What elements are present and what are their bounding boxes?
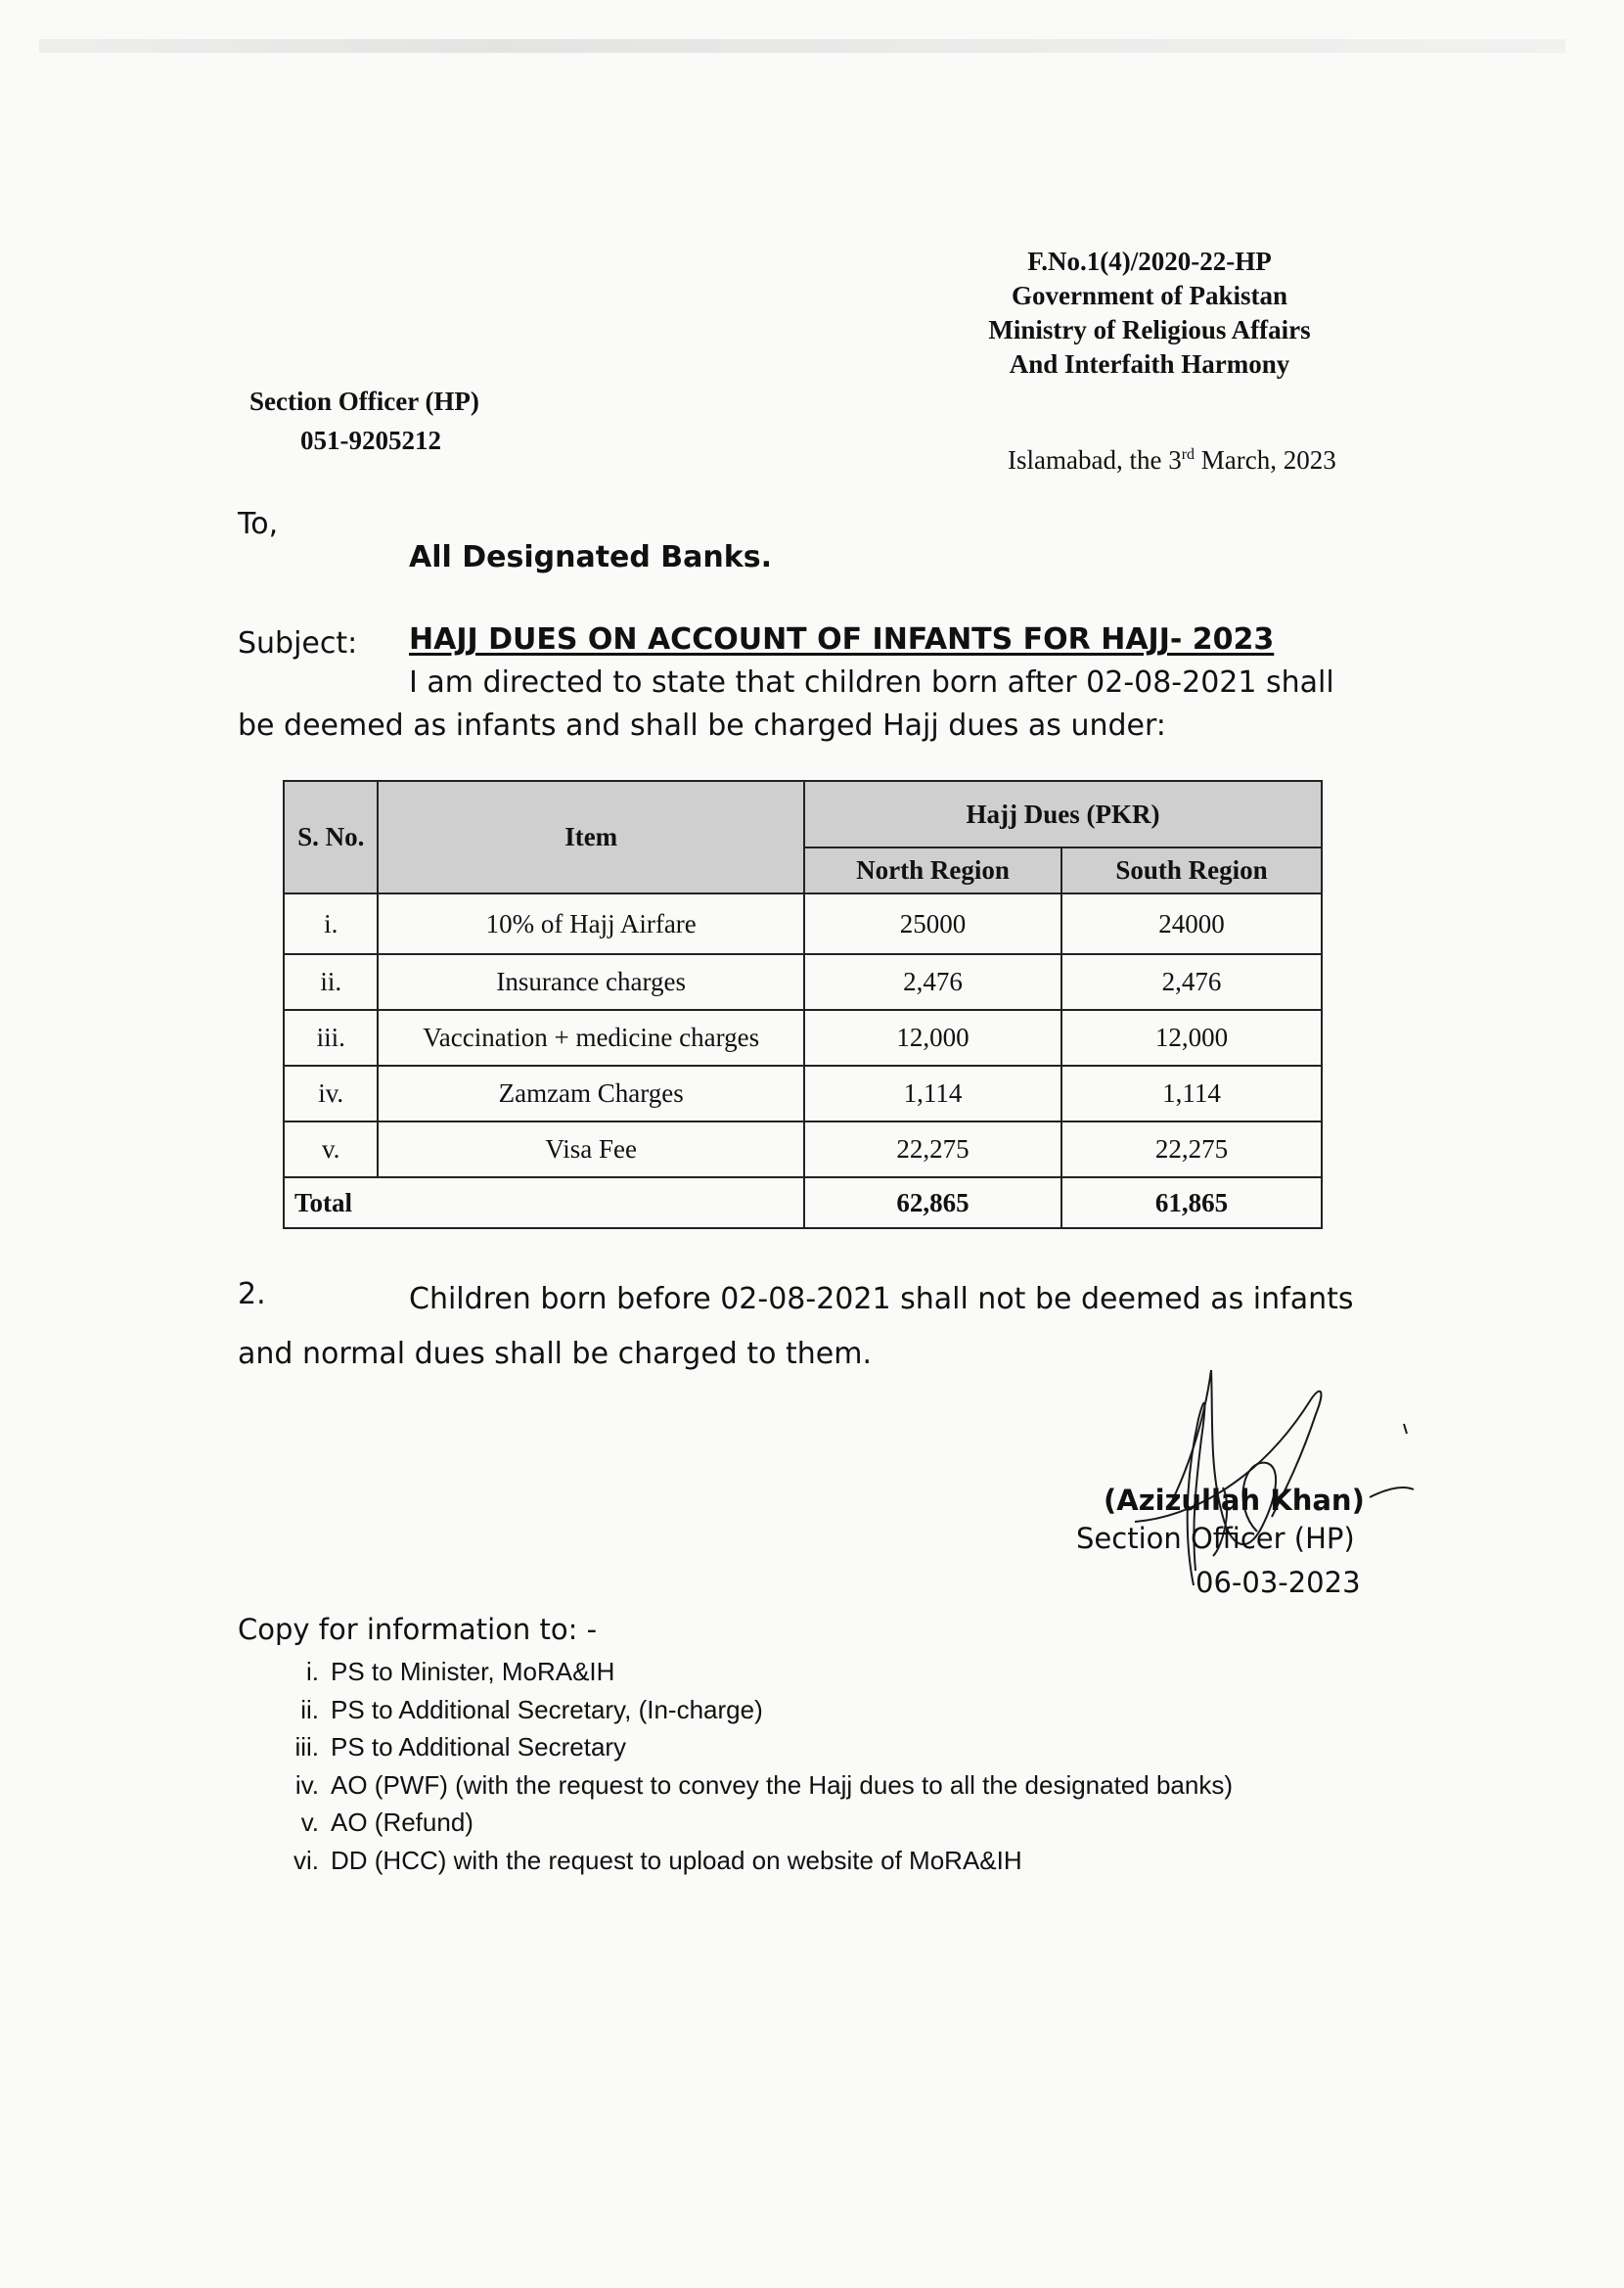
date-superscript: rd xyxy=(1181,446,1195,463)
cell-item: 10% of Hajj Airfare xyxy=(378,893,804,954)
sender-block xyxy=(249,382,543,460)
list-item xyxy=(274,1653,1233,1691)
paragraph-1: I am directed to state that children born after 02-08-2021 shall be deemed as infants and shall be charged Hajj dues as under: xyxy=(238,665,1334,743)
total-label: Total xyxy=(284,1177,804,1228)
sender-phone: 051-9205212 xyxy=(300,426,441,455)
table-row xyxy=(284,954,1322,1010)
header-item: Item xyxy=(378,781,804,893)
to-label: To, xyxy=(238,507,279,541)
list-item-text: PS to Minister, MoRA&IH xyxy=(331,1657,615,1686)
cell-south: 1,114 xyxy=(1061,1066,1322,1121)
list-item-text: AO (Refund) xyxy=(331,1808,474,1837)
date-prefix: Islamabad, the 3 xyxy=(1008,445,1182,475)
list-item-number: v. xyxy=(300,1808,319,1837)
copy-to-list xyxy=(274,1653,1233,1879)
org-line-1: Government of Pakistan xyxy=(1012,281,1287,310)
table-row xyxy=(284,1010,1322,1066)
header-hajj-dues: Hajj Dues (PKR) xyxy=(804,781,1322,847)
letterhead-block xyxy=(964,245,1335,382)
table-header-row xyxy=(284,781,1322,847)
signature-date: 06-03-2023 xyxy=(1195,1566,1361,1599)
list-item xyxy=(274,1766,1233,1805)
cell-north: 2,476 xyxy=(804,954,1061,1010)
list-item xyxy=(274,1804,1233,1842)
cell-item: Vaccination + medicine charges xyxy=(378,1010,804,1066)
cell-sno: ii. xyxy=(284,954,378,1010)
header-north-region: North Region xyxy=(804,847,1061,893)
list-item-number: iv. xyxy=(294,1769,319,1800)
list-item-number: vi. xyxy=(293,1845,319,1875)
header-sno: S. No. xyxy=(284,781,378,893)
letter-date xyxy=(1008,445,1336,476)
hajj-dues-table xyxy=(283,780,1323,1229)
cell-south: 2,476 xyxy=(1061,954,1322,1010)
list-item xyxy=(274,1728,1233,1766)
list-item-text: PS to Additional Secretary, (In-charge) xyxy=(331,1694,763,1724)
subject-line: HAJJ DUES ON ACCOUNT OF INFANTS FOR HAJJ- 2023 xyxy=(409,622,1275,657)
list-item-number: i. xyxy=(306,1657,319,1686)
cell-south: 22,275 xyxy=(1061,1121,1322,1177)
cell-south: 12,000 xyxy=(1061,1010,1322,1066)
table-row xyxy=(284,1066,1322,1121)
table-row xyxy=(284,1121,1322,1177)
list-item-text: DD (HCC) with the request to upload on website of MoRA&IH xyxy=(331,1845,1022,1875)
header-south-region: South Region xyxy=(1061,847,1322,893)
cell-item: Zamzam Charges xyxy=(378,1066,804,1121)
cell-north: 22,275 xyxy=(804,1121,1061,1177)
date-suffix: March, 2023 xyxy=(1195,445,1336,475)
cell-sno: v. xyxy=(284,1121,378,1177)
total-south: 61,865 xyxy=(1061,1177,1322,1228)
list-item-text: AO (PWF) (with the request to convey the Hajj dues to all the designated banks) xyxy=(331,1769,1234,1800)
total-north: 62,865 xyxy=(804,1177,1061,1228)
cell-north: 1,114 xyxy=(804,1066,1061,1121)
org-line-3: And Interfaith Harmony xyxy=(1009,349,1290,379)
table-total-row xyxy=(284,1177,1322,1228)
copy-to-title: Copy for information to: - xyxy=(238,1613,598,1646)
cell-sno: iv. xyxy=(284,1066,378,1121)
signatory-title: Section Officer (HP) xyxy=(1076,1522,1355,1555)
cell-item: Visa Fee xyxy=(378,1121,804,1177)
list-item-text: PS to Additional Secretary xyxy=(331,1732,627,1762)
list-item-number: ii. xyxy=(300,1694,319,1724)
cell-north: 25000 xyxy=(804,893,1061,954)
cell-sno: i. xyxy=(284,893,378,954)
signatory-name: (Azizullah Khan) xyxy=(1104,1484,1365,1517)
scan-artifact xyxy=(39,39,1565,53)
cell-item: Insurance charges xyxy=(378,954,804,1010)
file-number: F.No.1(4)/2020-22-HP xyxy=(1027,247,1272,276)
paragraph-2-number: 2. xyxy=(238,1277,266,1311)
org-line-2: Ministry of Religious Affairs xyxy=(988,315,1311,344)
subject-label: Subject: xyxy=(238,626,358,661)
sender-title: Section Officer (HP) xyxy=(249,387,479,416)
cell-south: 24000 xyxy=(1061,893,1322,954)
list-item xyxy=(274,1691,1233,1729)
list-item xyxy=(274,1842,1233,1880)
cell-sno: iii. xyxy=(284,1010,378,1066)
paragraph-2-text: Children born before 02-08-2021 shall not be deemed as infants and normal dues shall be charged to them. xyxy=(238,1282,1354,1371)
cell-north: 12,000 xyxy=(804,1010,1061,1066)
list-item-number: iii. xyxy=(294,1732,319,1762)
addressee: All Designated Banks. xyxy=(409,540,772,574)
table-row xyxy=(284,893,1322,954)
